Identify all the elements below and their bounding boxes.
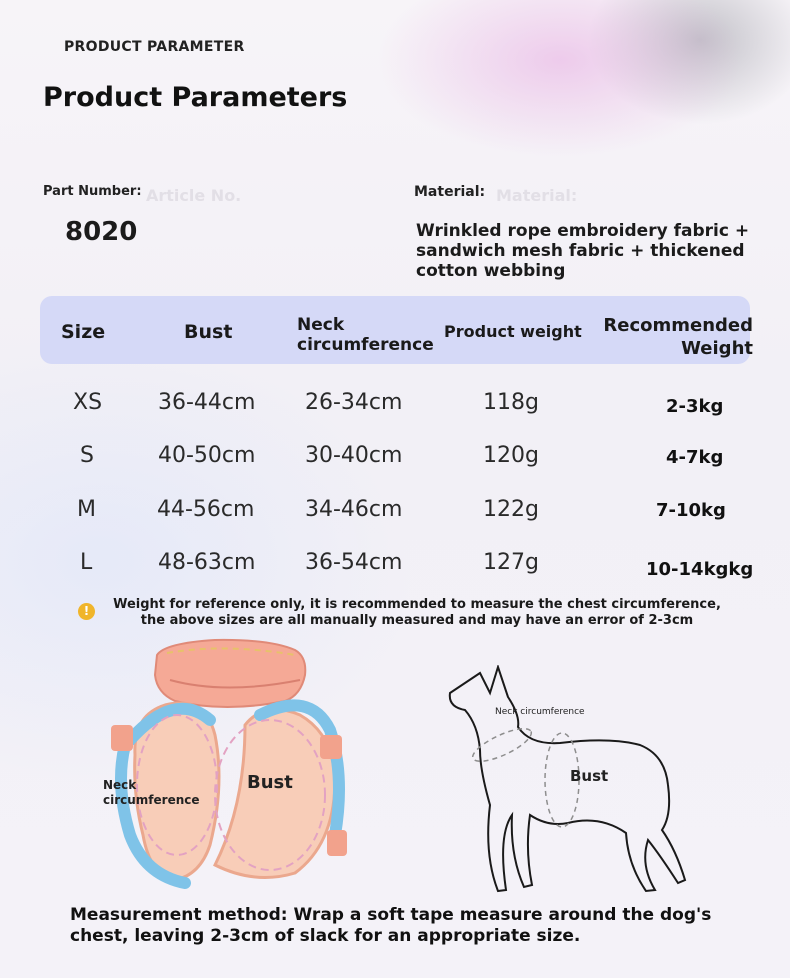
- measurement-method: Measurement method: Wrap a soft tape measure around the dog's chest, leaving 2-3cm of slack for an appropriate size.: [70, 905, 712, 946]
- page-title: Product Parameters: [43, 82, 348, 113]
- harness-right-panel: [215, 709, 335, 877]
- cell-weight: 127g: [483, 550, 539, 575]
- cell-recommended: 4-7kg: [666, 447, 724, 468]
- material-ghost: Material:: [496, 186, 578, 205]
- header-neck-line1: Neck: [297, 315, 345, 335]
- harness-bust-label: Bust: [247, 772, 293, 793]
- cell-neck: 30-40cm: [305, 443, 403, 468]
- harness-neck-label-1: Neck: [103, 778, 137, 792]
- warning-icon: !: [78, 603, 95, 620]
- cell-weight: 118g: [483, 390, 539, 415]
- cell-recommended: 2-3kg: [666, 396, 724, 417]
- cell-neck: 26-34cm: [305, 390, 403, 415]
- header-neck-line2: circumference: [297, 335, 434, 355]
- material-value: Wrinkled rope embroidery fabric + sandwich mesh fabric + thickened cotton webbing: [416, 221, 750, 281]
- cell-neck: 34-46cm: [305, 497, 403, 522]
- cell-weight: 120g: [483, 443, 539, 468]
- note-line-2: the above sizes are all manually measured and may have an error of 2-3cm: [140, 613, 694, 628]
- buckle-left: [111, 725, 133, 751]
- cell-size: S: [80, 443, 94, 468]
- cell-size: L: [80, 550, 93, 575]
- cell-weight: 122g: [483, 497, 539, 522]
- cell-bust: 44-56cm: [157, 497, 255, 522]
- dog-neck-label: Neck circumference: [495, 707, 585, 717]
- cell-bust: 48-63cm: [158, 550, 256, 575]
- table-row: [0, 497, 790, 527]
- note-line-1: Weight for reference only, it is recommended to measure the chest circumference,: [113, 597, 721, 612]
- pouch-shape: [155, 640, 305, 707]
- harness-neck-label-2: circumference: [103, 793, 200, 807]
- header-product-weight: Product weight: [444, 322, 582, 341]
- cell-recommended: 7-10kg: [656, 500, 726, 521]
- part-number-ghost: Article No.: [146, 186, 242, 205]
- material-label: Material:: [414, 184, 486, 200]
- dog-outline: [450, 667, 685, 891]
- table-row: [0, 443, 790, 473]
- cell-bust: 36-44cm: [158, 390, 256, 415]
- cell-bust: 40-50cm: [158, 443, 256, 468]
- header-size: Size: [61, 321, 106, 343]
- header-bust: Bust: [184, 321, 233, 343]
- cell-size: M: [77, 497, 96, 522]
- cell-size: XS: [73, 390, 103, 415]
- buckle-bottom: [327, 830, 347, 856]
- part-number-value: 8020: [65, 217, 138, 247]
- part-number-label: Part Number:: [43, 184, 142, 199]
- cell-neck: 36-54cm: [305, 550, 403, 575]
- size-note: [112, 597, 722, 629]
- table-row: [0, 550, 790, 580]
- buckle-right: [320, 735, 342, 759]
- header-recommended-line1: Recommended: [603, 315, 753, 336]
- header-recommended-line2: Weight: [681, 338, 753, 359]
- harness-illustration: [95, 635, 370, 895]
- table-row: [0, 390, 790, 420]
- section-eyebrow: PRODUCT PARAMETER: [64, 39, 245, 55]
- cell-recommended: 10-14kgkg: [646, 559, 754, 580]
- dog-bust-label: Bust: [570, 767, 609, 785]
